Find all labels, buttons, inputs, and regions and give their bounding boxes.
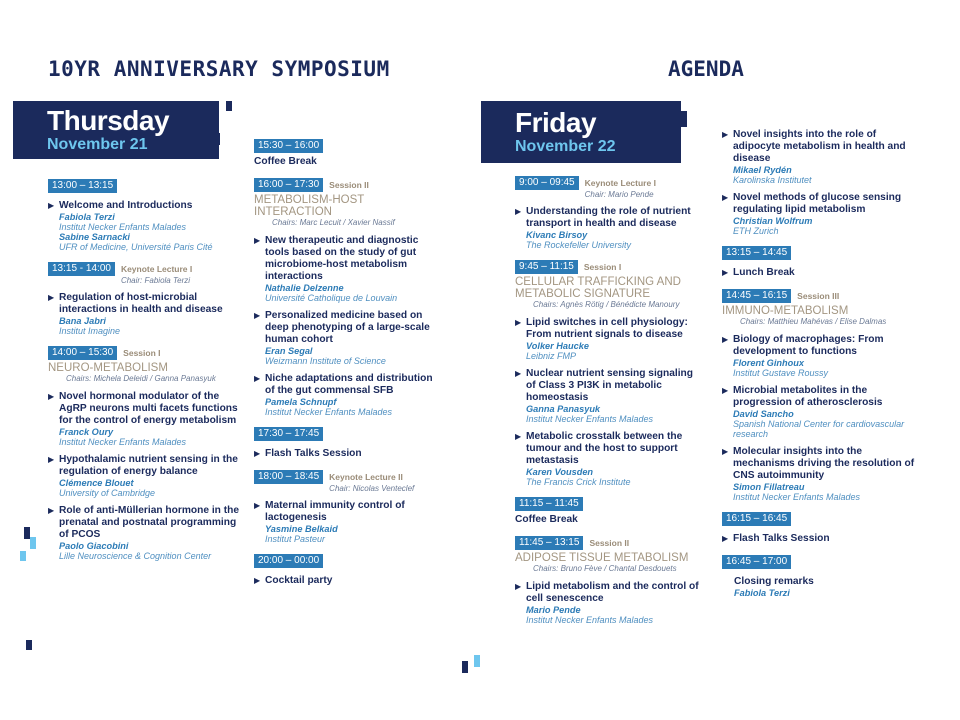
speaker-name: Simon Fillatreau: [733, 482, 805, 492]
time-badge: 20:00 – 00:00: [254, 554, 323, 568]
bullet-arrow-icon: ▶: [515, 369, 522, 378]
talk-title: New therapeutic and diagnostic tools based on the study of gut microbiome-host metabolism interactions: [265, 235, 419, 282]
session-chairs: Chairs: Michela Deleidi / Ganna Panasyuk: [66, 374, 216, 383]
talk-item: [722, 385, 918, 439]
block-header: [515, 176, 705, 199]
plain-item: Coffee Break: [515, 514, 578, 525]
bullet-arrow-icon: ▶: [254, 236, 261, 245]
friday-column-1: [515, 176, 705, 635]
agenda-block: [254, 139, 444, 168]
talk-item: [48, 454, 244, 498]
tag-label: Keynote Lecture II: [329, 472, 403, 482]
talk-item: [722, 267, 918, 279]
talk-item: [48, 292, 244, 336]
talk-title: Lipid metabolism and the control of cell senescence: [526, 581, 699, 604]
block-header: [48, 179, 244, 193]
speaker-name: Clémence Blouet: [59, 478, 134, 488]
speaker-name: David Sancho: [733, 409, 794, 419]
block-tag: [797, 289, 839, 303]
block-header: [722, 555, 918, 569]
thursday-column-1: [48, 179, 244, 571]
talk-item: [515, 431, 705, 487]
tag-label: Keynote Lecture I: [120, 264, 193, 274]
bullet-arrow-icon: ▶: [254, 501, 261, 510]
speaker-affiliation: Institut Gustave Roussy: [733, 368, 829, 378]
talk-item: [515, 581, 705, 625]
plain-item: Coffee Break: [254, 156, 317, 167]
block-header: [722, 289, 918, 303]
thursday-column-2: [254, 139, 444, 597]
bullet-arrow-icon: ▶: [48, 293, 55, 302]
tag-label: Session III: [797, 291, 840, 301]
thursday-banner: [13, 101, 219, 159]
tag-chair: Chair: Fabiola Terzi: [120, 276, 191, 285]
speaker-affiliation: UFR of Medicine, Université Paris Cité: [59, 242, 213, 252]
bullet-arrow-icon: ▶: [515, 582, 522, 591]
agenda-block: [515, 536, 705, 625]
time-badge: 16:15 – 16:45: [722, 512, 791, 526]
block-tag: [584, 260, 621, 274]
tag-chair: Chair: Mario Pende: [584, 190, 654, 199]
time-badge: 17:30 – 17:45: [254, 427, 323, 441]
talk-title: Closing remarks: [734, 576, 814, 587]
bullet-arrow-icon: ▶: [722, 534, 729, 543]
friday-day: Friday: [515, 107, 597, 138]
bullet-arrow-icon: ▶: [722, 268, 729, 277]
talk-title: Novel methods of glucose sensing regulating lipid metabolism: [733, 192, 902, 215]
talk-item: [515, 206, 705, 250]
talk-item: [515, 317, 705, 361]
session-chairs: Chairs: Bruno Fève / Chantal Desdouets: [533, 564, 677, 573]
speaker-name: Eran Segal: [265, 346, 313, 356]
bullet-arrow-icon: ▶: [722, 447, 729, 456]
block-tag: [123, 346, 160, 360]
agenda-block: [515, 497, 705, 526]
talk-title: Regulation of host-microbial interactions in health and disease: [59, 292, 223, 315]
tag-chair: Chair: Nicolas Venteclef: [329, 484, 415, 493]
session-chairs: Chairs: Marc Lecuit / Xavier Nassif: [272, 218, 395, 227]
tag-label: Session II: [329, 180, 369, 190]
symposium-title: 10YR ANNIVERSARY SYMPOSIUM: [48, 57, 390, 81]
talk-item: [48, 200, 244, 252]
speaker-affiliation: Leibniz FMP: [526, 351, 577, 361]
time-badge: 11:45 – 13:15: [515, 536, 583, 550]
time-badge: 11:15 – 11:45: [515, 497, 583, 511]
talk-title: Lunch Break: [733, 267, 795, 278]
speaker-name: Karen Vousden: [526, 467, 594, 477]
speaker-name: Kivanc Birsoy: [526, 230, 588, 240]
block-header: [722, 512, 918, 526]
time-badge: 16:45 – 17:00: [722, 555, 791, 569]
speaker-name: Mario Pende: [526, 605, 581, 615]
block-header: [254, 139, 444, 153]
session-chairs: Chairs: Matthieu Mahévas / Elise Dalmas: [740, 317, 887, 326]
talk-item: [254, 373, 444, 417]
speaker-name: Mikael Rydén: [733, 165, 792, 175]
bullet-arrow-icon: ▶: [254, 311, 261, 320]
time-badge: 14:45 – 16:15: [722, 289, 791, 303]
bullet-arrow-icon: ▶: [515, 318, 522, 327]
session-chairs: Chairs: Agnès Rötig / Bénédicte Manoury: [533, 300, 680, 309]
talk-title: Metabolic crosstalk between the tumour and the host to support metastasis: [526, 431, 683, 466]
agenda-block: [254, 554, 444, 587]
speaker-name: Nathalie Delzenne: [265, 283, 344, 293]
agenda-block: [48, 179, 244, 252]
talk-item: [48, 391, 244, 447]
talk-item: [254, 575, 444, 587]
speaker-affiliation: Spanish National Center for cardiovascular research: [733, 419, 905, 439]
speaker-name: Christian Wolfrum: [733, 216, 813, 226]
agenda-block: [254, 427, 444, 460]
speaker-name: Sabine Sarnacki: [59, 232, 130, 242]
block-header: [254, 470, 444, 493]
speaker-name: Pamela Schnupf: [265, 397, 337, 407]
session-title: NEURO-METABOLISM: [48, 362, 168, 374]
talk-title: Role of anti-Müllerian hormone in the prenatal and postnatal programming of PCOS: [59, 505, 239, 540]
agenda-block: [515, 176, 705, 250]
agenda-block: [254, 470, 444, 544]
talk-item: [722, 129, 918, 185]
talk-title: Cocktail party: [265, 575, 333, 586]
time-badge: 13:15 – 14:45: [722, 246, 791, 260]
time-badge: 13:00 – 13:15: [48, 179, 117, 193]
talk-title: Hypothalamic nutrient sensing in the regulation of energy balance: [59, 454, 238, 477]
bullet-arrow-icon: ▶: [48, 392, 55, 401]
bullet-arrow-icon: ▶: [48, 506, 55, 515]
talk-title: Understanding the role of nutrient transport in health and disease: [526, 206, 691, 229]
speaker-affiliation: Weizmann Institute of Science: [265, 356, 386, 366]
session-title: CELLULAR TRAFFICKING AND METABOLIC SIGNATURE: [515, 276, 681, 300]
block-tag: [329, 470, 414, 493]
talk-title: Welcome and Introductions: [59, 200, 193, 211]
block-tag: [585, 176, 656, 199]
speaker-affiliation: Institut Necker Enfants Malades: [526, 615, 654, 625]
bullet-arrow-icon: ▶: [722, 130, 729, 139]
speaker-affiliation: Institut Necker Enfants Malades: [526, 414, 654, 424]
block-header: [48, 346, 244, 360]
tag-label: Session II: [589, 538, 630, 548]
agenda-block: [48, 262, 244, 336]
bullet-arrow-icon: ▶: [515, 207, 522, 216]
talk-item: [722, 192, 918, 236]
session-title: ADIPOSE TISSUE METABOLISM: [515, 552, 689, 564]
speaker-affiliation: Lille Neuroscience & Cognition Center: [59, 551, 212, 561]
talk-title: Lipid switches in cell physiology: From nutrient signals to disease: [526, 317, 688, 340]
talk-title: Flash Talks Session: [265, 448, 362, 459]
speaker-affiliation: Institut Imagine: [59, 326, 121, 336]
speaker-affiliation: Karolinska Institutet: [733, 175, 812, 185]
speaker-affiliation: The Rockefeller University: [526, 240, 632, 250]
bullet-arrow-icon: ▶: [254, 374, 261, 383]
speaker-name: Paolo Giacobini: [59, 541, 129, 551]
talk-item: [722, 334, 918, 378]
block-header: [515, 497, 705, 511]
speaker-affiliation: Institut Necker Enfants Malades: [265, 407, 393, 417]
agenda-block: [722, 129, 918, 236]
talk-item: [254, 235, 444, 303]
speaker-name: Fabiola Terzi: [734, 588, 790, 598]
speaker-name: Franck Oury: [59, 427, 114, 437]
bullet-arrow-icon: ▶: [48, 455, 55, 464]
block-header: [254, 427, 444, 441]
talk-item: [48, 505, 244, 561]
block-header: [254, 554, 444, 568]
talk-item: [254, 500, 444, 544]
talk-item: [254, 310, 444, 366]
block-tag: [329, 178, 369, 192]
agenda-block: [722, 246, 918, 279]
bullet-arrow-icon: ▶: [722, 193, 729, 202]
speaker-name: Ganna Panasyuk: [526, 404, 601, 414]
block-header: [515, 260, 705, 274]
talk-item: [254, 448, 444, 460]
talk-title: Molecular insights into the mechanisms driving the resolution of CNS autoimmunity: [733, 446, 915, 481]
speaker-affiliation: Institut Pasteur: [265, 534, 326, 544]
speaker-affiliation: University of Cambridge: [59, 488, 156, 498]
session-title: IMMUNO-METABOLISM: [722, 305, 849, 317]
friday-column-2: [722, 122, 918, 608]
talk-title: Novel hormonal modulator of the AgRP neurons multi facets functions for the control of energy metabolism: [59, 391, 238, 426]
speaker-name: Yasmine Belkaid: [265, 524, 338, 534]
time-badge: 13:15 - 14:00: [48, 262, 115, 276]
speaker-name: Volker Haucke: [526, 341, 589, 351]
speaker-affiliation: The Francis Crick Institute: [526, 477, 631, 487]
agenda-block: [722, 555, 918, 598]
time-badge: 16:00 – 17:30: [254, 178, 323, 192]
block-header: [515, 536, 705, 550]
block-tag: [589, 536, 629, 550]
speaker-name: Bana Jabri: [59, 316, 106, 326]
bullet-arrow-icon: ▶: [722, 335, 729, 344]
talk-title: Microbial metabolites in the progression of atherosclerosis: [733, 385, 883, 408]
speaker-name: Florent Ginhoux: [733, 358, 804, 368]
speaker-affiliation: Institut Necker Enfants Malades: [59, 437, 187, 447]
talk-title: Biology of macrophages: From development to functions: [733, 334, 884, 357]
bullet-arrow-icon: ▶: [254, 576, 261, 585]
talk-item: [722, 446, 918, 502]
tag-label: Session I: [583, 262, 622, 272]
talk-title: Maternal immunity control of lactogenesis: [265, 500, 405, 523]
speaker-affiliation: Institut Necker Enfants Malades: [733, 492, 861, 502]
agenda-block: [722, 512, 918, 545]
talk-title: Novel insights into the role of adipocyte metabolism in health and disease: [733, 129, 906, 164]
friday-banner: [481, 101, 681, 163]
time-badge: 14:00 – 15:30: [48, 346, 117, 360]
agenda-block: [722, 289, 918, 502]
speaker-name: Fabiola Terzi: [59, 212, 115, 222]
block-header: [722, 246, 918, 260]
tag-label: Session I: [123, 348, 161, 358]
bullet-arrow-icon: ▶: [515, 432, 522, 441]
block-header: [48, 262, 244, 285]
session-title: METABOLISM-HOST INTERACTION: [254, 194, 365, 218]
talk-item: [722, 533, 918, 545]
time-badge: 15:30 – 16:00: [254, 139, 323, 153]
agenda-block: [48, 346, 244, 561]
friday-date: November 22: [515, 138, 616, 155]
bullet-arrow-icon: ▶: [48, 201, 55, 210]
talk-title: Nuclear nutrient sensing signaling of Class 3 PI3K in metabolic homeostasis: [526, 368, 693, 403]
time-badge: 18:00 – 18:45: [254, 470, 323, 484]
bullet-arrow-icon: ▶: [254, 449, 261, 458]
speaker-affiliation: Institut Necker Enfants Malades: [59, 222, 187, 232]
closing-item: [722, 576, 918, 598]
speaker-affiliation: ETH Zurich: [733, 226, 779, 236]
time-badge: 9:00 – 09:45: [515, 176, 579, 190]
agenda-title: AGENDA: [668, 57, 744, 81]
talk-title: Niche adaptations and distribution of the gut commensal SFB: [265, 373, 433, 396]
block-header: [254, 178, 444, 192]
thursday-day: Thursday: [47, 105, 170, 136]
speaker-affiliation: Université Catholique de Louvain: [265, 293, 398, 303]
agenda-block: [254, 178, 444, 417]
talk-title: Personalized medicine based on deep phenotyping of a large-scale human cohort: [265, 310, 430, 345]
bullet-arrow-icon: ▶: [722, 386, 729, 395]
thursday-date: November 21: [47, 136, 148, 153]
block-tag: [121, 262, 192, 285]
time-badge: 9:45 – 11:15: [515, 260, 578, 274]
talk-item: [515, 368, 705, 424]
agenda-block: [515, 260, 705, 487]
tag-label: Keynote Lecture I: [584, 178, 656, 188]
talk-title: Flash Talks Session: [733, 533, 830, 544]
